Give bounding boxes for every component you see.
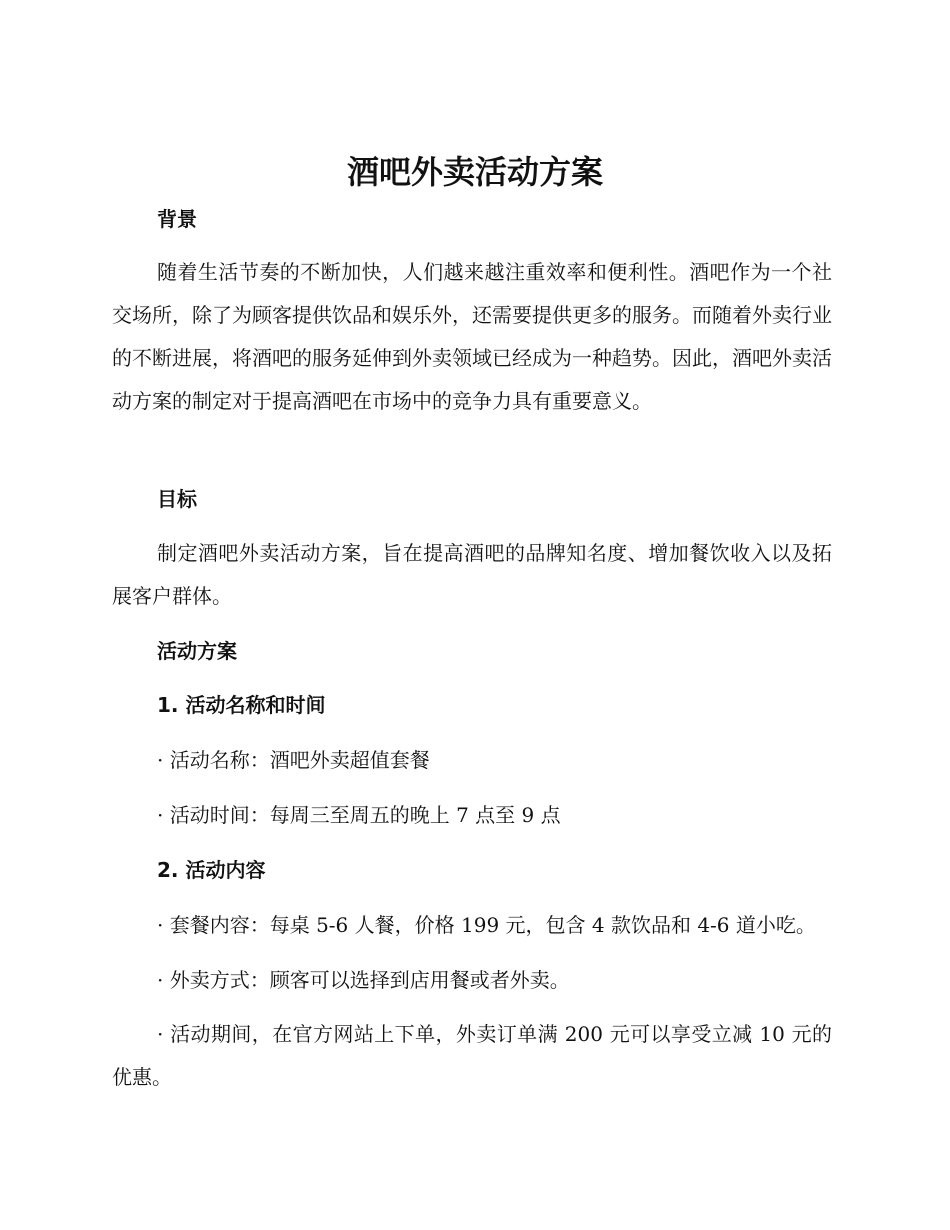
paragraph-discount: · 活动期间，在官方网站上下单，外卖订单满 200 元可以享受立减 10 元的优惠。 xyxy=(112,1022,832,1089)
document-title: 酒吧外卖活动方案 xyxy=(346,153,603,191)
bullet-activity-time: · 活动时间：每周三至周五的晚上 7 点至 9 点 xyxy=(157,803,561,827)
subheading-activity-content: 2. 活动内容 xyxy=(157,858,266,882)
subheading-activity-name-time: 1. 活动名称和时间 xyxy=(157,693,326,717)
bullet-delivery-method: · 外卖方式：顾客可以选择到店用餐或者外卖。 xyxy=(157,968,570,992)
paragraph-goal: 制定酒吧外卖活动方案，旨在提高酒吧的品牌知名度、增加餐饮收入以及拓展客户群体。 xyxy=(112,541,832,608)
paragraph-background: 随着生活节奏的不断加快，人们越来越注重效率和便利性。酒吧作为一个社交场所，除了为顾客提供饮品和娱乐外，还需要提供更多的服务。而随着外卖行业的不断进展，将酒吧的服务延伸到外卖领域已经成为一种趋势。因此，酒吧外卖活动方案的制定对于提高酒吧在市场中的竞争力具有重要意义。 xyxy=(112,260,832,413)
section-heading-background: 背景 xyxy=(157,207,197,231)
bullet-package-content: · 套餐内容：每桌 5-6 人餐，价格 199 元，包含 4 款饮品和 4-6 道小吃。 xyxy=(157,913,816,937)
bullet-activity-name: · 活动名称：酒吧外卖超值套餐 xyxy=(157,748,430,772)
section-heading-plan: 活动方案 xyxy=(157,639,237,663)
section-heading-goal: 目标 xyxy=(157,487,197,511)
